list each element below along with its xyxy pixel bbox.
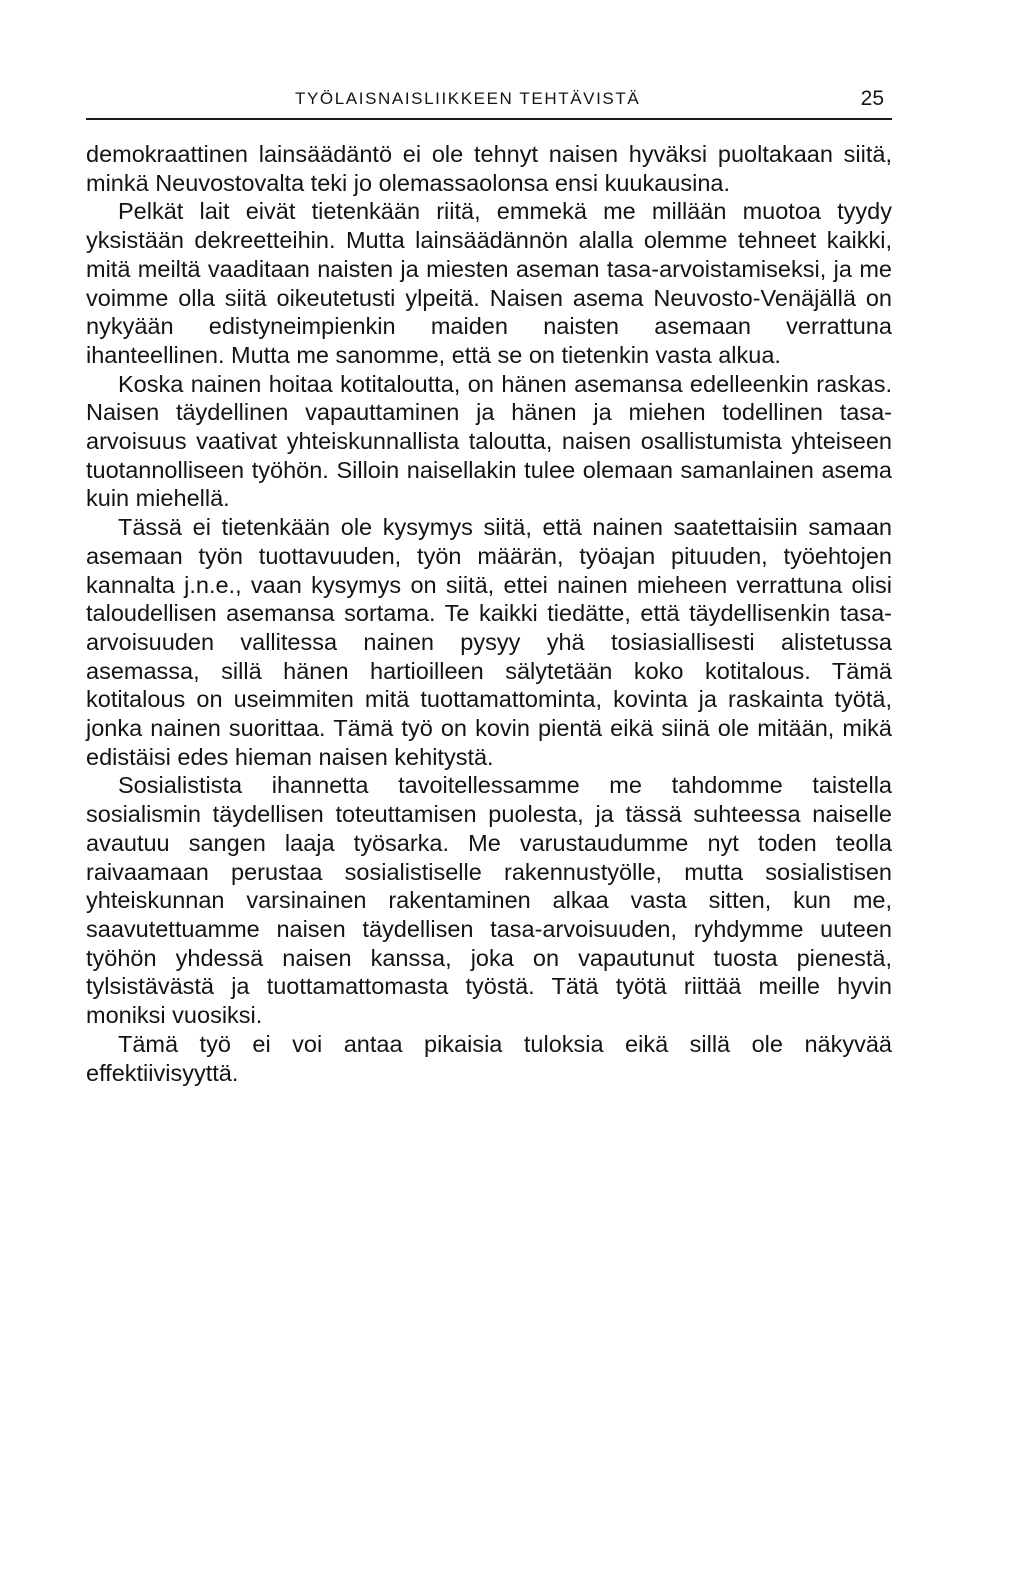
running-head [289, 84, 892, 120]
paragraph: demokraattinen lainsäädäntö ei ole tehnyt naisen hyväksi puoltakaan siitä, minkä Neuvostovalta teki jo olemassaolonsa ensi kuukausina. [86, 141, 892, 196]
paragraph: Tässä ei tietenkään ole kysymys siitä, että nainen saatettaisiin samaan asemaan työn tuottavuuden, työn määrän, työajan pituuden, työehtojen kannalta j.n.e., vaan kysymys on siitä, ettei nainen mieheen verrattuna olisi taloudellisen asemansa sortama. Te kaikki tiedätte, että täydellisenkin tasa-arvoisuuden vallitessa nainen pysyy yhä tosiasiallisesti alistetussa asemassa, sillä hänen hartioilleen sälytetään koko kotitalous. Tämä kotitalous on useimmiten mitä tuottamattominta, kovinta ja raskainta työtä, jonka nainen suorittaa. Tämä työ on kovin pientä eikä siinä ole mitään, mikä edistäisi edes hieman naisen kehitystä. [86, 514, 892, 770]
header-rule [86, 118, 892, 120]
paragraph: Pelkät lait eivät tietenkään riitä, emmekä me millään muotoa tyydy yksistään dekreetteihin. Mutta lainsäädännön alalla olemme tehneet kaikki, mitä meiltä vaaditaan naisten ja miesten aseman tasa-arvoistamiseksi, ja me voimme olla siitä oikeutetusti ylpeitä. Naisen asema Neuvosto-Venäjällä on nykyään edistyneimpienkin maiden naisten asemaan verrattuna ihanteellinen. Mutta me sanomme, että se on tietenkin vasta alkua. [86, 198, 892, 368]
paragraph: Koska nainen hoitaa kotitaloutta, on hänen asemansa edelleenkin raskas. Naisen täydellinen vapauttaminen ja hänen ja miehen todellinen tasa-arvoisuus vaativat yhteiskunnallista taloutta, naisen osallistumista yhteiseen tuotannolliseen työhön. Silloin naisellakin tulee olemaan samanlainen asema kuin miehellä. [86, 370, 892, 512]
running-head-title: TYÖLAISNAISLIIKKEEN TEHTÄVISTÄ [295, 89, 641, 108]
page-number: 25 [860, 87, 884, 110]
paragraph: Tämä työ ei voi antaa pikaisia tuloksia eikä sillä ole näkyvää effektiivisyyttä. [86, 1030, 892, 1086]
paragraph: Sosialistista ihannetta tavoitellessamme me tahdomme taistella sosialismin täydellisen toteuttamisen puolesta, ja tässä suhteessa naiselle avautuu sangen laaja työsarka. Me varustaudumme nyt toden teolla raivaamaan perustaa sosialistiselle rakennustyölle, mutta sosialistisen yhteiskunnan varsinainen rakentaminen alkaa vasta sitten, kun me, saavutettuamme naisen täydellisen tasa-arvoisuuden, ryhdymme uuteen työhön yhdessä naisen kanssa, joka on vapautunut tuosta pienestä, tylsistävästä ja tuottamattomasta työstä. Tätä työtä riittää meille hyvin moniksi vuosiksi. [86, 772, 892, 1029]
body-text [86, 140, 892, 1087]
